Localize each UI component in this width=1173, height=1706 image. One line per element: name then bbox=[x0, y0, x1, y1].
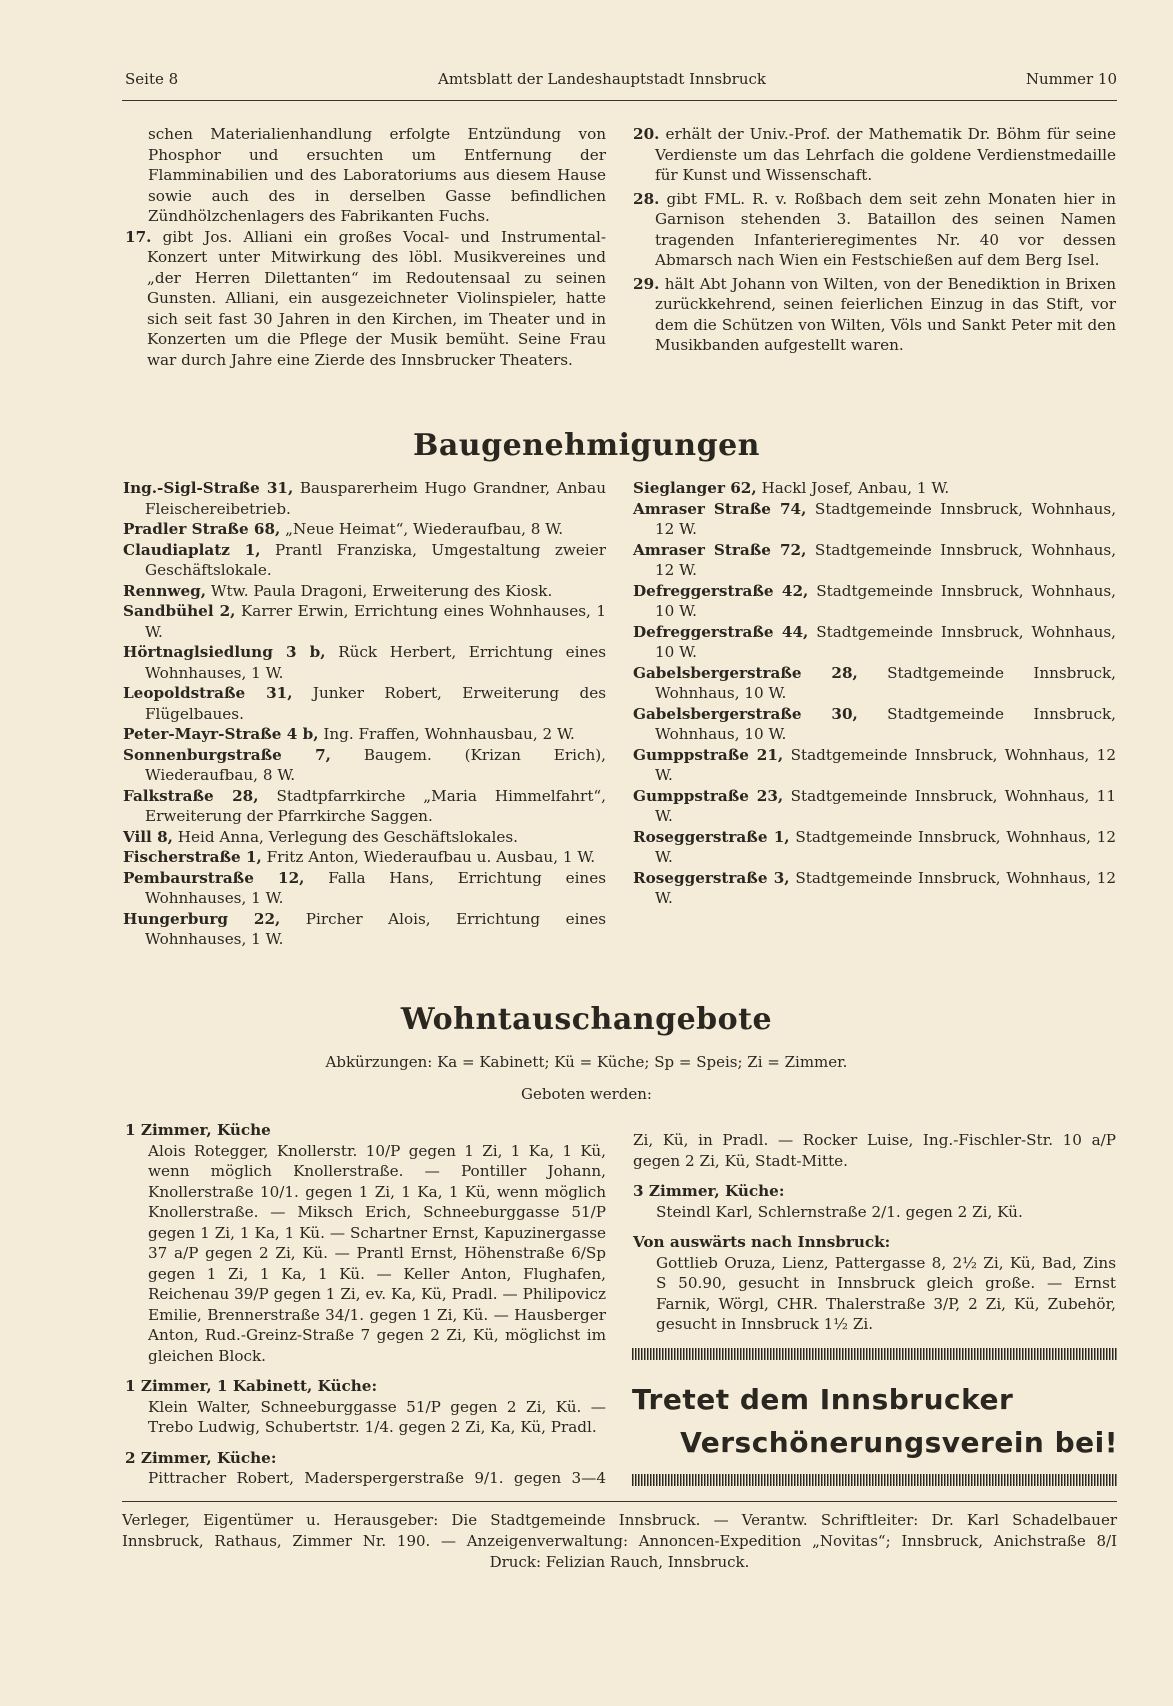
exchange-heading-1-room: 1 Zimmer, Küche bbox=[125, 1121, 271, 1139]
permit-address: Amraser Straße 74, bbox=[633, 499, 807, 518]
permit-entry bbox=[123, 847, 606, 868]
permit-address: Pradler Straße 68, bbox=[123, 520, 281, 538]
permit-entry bbox=[633, 868, 1116, 909]
permit-details: Stadtgemeinde Innsbruck, Wohnhaus, 12 W. bbox=[655, 540, 1117, 579]
page-number: Seite 8 bbox=[125, 70, 179, 88]
permit-entry bbox=[123, 601, 606, 642]
permit-details: Stadtgemeinde Innsbruck, Wohnhaus, 11 W. bbox=[655, 786, 1117, 825]
ad-top-border bbox=[632, 1348, 1118, 1360]
entry-date: 20. bbox=[633, 125, 660, 143]
permit-details: Wtw. Paula Dragoni, Erweiterung des Kiosk. bbox=[210, 581, 553, 600]
exchange-heading-1-room-cabinet: 1 Zimmer, 1 Kabinett, Küche: bbox=[125, 1377, 378, 1395]
permit-details: Rück Herbert, Errichtung eines Wohnhauses, 1 W. bbox=[145, 643, 606, 682]
exchange-heading-2-rooms: 2 Zimmer, Küche: bbox=[125, 1448, 277, 1467]
abbreviations-line: Abkürzungen: Ka = Kabinett; Kü = Küche; Sp = Speis; Zi = Zimmer. bbox=[325, 1053, 848, 1071]
advertisement-box bbox=[632, 1348, 1118, 1490]
permit-entry bbox=[633, 622, 1116, 663]
baugenehmigungen-title: Baugenehmigungen bbox=[413, 428, 760, 463]
offered-line: Geboten werden: bbox=[521, 1085, 652, 1103]
permit-address: Hörtnaglsiedlung 3 b, bbox=[123, 643, 326, 661]
exchange-offers-2-rooms-continued: Zi, Kü, in Pradl. — Rocker Luise, Ing.-Fischler-Str. 10 a/P gegen 2 Zi, Kü, Stadt-Mitte. bbox=[633, 1131, 1116, 1170]
permits-right-column bbox=[633, 478, 1116, 909]
exchange-offers-2-rooms: Pittracher Robert, Maderspergerstraße 9/1. gegen 3—4 bbox=[148, 1469, 606, 1487]
permit-address: Defreggerstraße 42, bbox=[633, 581, 809, 600]
permit-address: Ing.-Sigl-Straße 31, bbox=[123, 479, 294, 497]
permits-left-column bbox=[123, 478, 606, 950]
permit-details: Stadtgemeinde Innsbruck, Wohnhaus, 12 W. bbox=[655, 745, 1117, 784]
permit-address: Falkstraße 28, bbox=[123, 786, 259, 805]
permit-address: Roseggerstraße 3, bbox=[633, 868, 790, 887]
permit-entry bbox=[123, 724, 606, 745]
permit-address: Gabelsbergerstraße 30, bbox=[633, 704, 858, 723]
permit-details: Heid Anna, Verlegung des Geschäftslokales. bbox=[177, 827, 519, 846]
permit-entry bbox=[123, 519, 606, 540]
entry-text: hält Abt Johann von Wilten, von der Benediktion in Brixen zurückkehrend, seinen feierlichen Einzug in das Stift, vor dem die Schützen von Wilten, Völs und Sankt Peter mit den Musikbanden aufgestellt waren. bbox=[655, 274, 1116, 354]
exchange-offers-3-rooms: Steindl Karl, Schlernstraße 2/1. gegen 2 Zi, Kü. bbox=[656, 1202, 1023, 1221]
header-rule bbox=[122, 100, 1117, 101]
permit-address: Rennweg, bbox=[123, 581, 207, 600]
permit-details: Stadtgemeinde Innsbruck, Wohnhaus, 12 W. bbox=[655, 499, 1117, 538]
entry-date: 17. bbox=[125, 227, 152, 246]
permit-details: Stadtgemeinde Innsbruck, Wohnhaus, 10 W. bbox=[655, 622, 1116, 661]
permit-details: Stadtgemeinde Innsbruck, Wohnhaus, 10 W. bbox=[655, 581, 1116, 620]
exchange-left-column bbox=[125, 1120, 606, 1489]
issue-number: Nummer 10 bbox=[1025, 70, 1117, 88]
exchange-right-column bbox=[633, 1130, 1116, 1335]
permit-details: Junker Robert, Erweiterung des Flügelbaues. bbox=[145, 684, 606, 723]
permit-address: Claudiaplatz 1, bbox=[123, 540, 261, 559]
permit-details: Baugem. (Krizan Erich), Wiederaufbau, 8 W. bbox=[145, 745, 606, 784]
permit-address: Peter-Mayr-Straße 4 b, bbox=[123, 725, 319, 743]
exchange-offers-1-room: Alois Rotegger, Knollerstr. 10/P gegen 1 Zi, 1 Ka, 1 Kü, wenn möglich Knollerstraße. — Pontiller Johann, Knollerstraße 10/1. gegen 1 Zi, 1 Ka, 1 Kü, wenn möglich Knollerstraße. — Miksch Erich, Schneeburggasse 51/P gegen 1 Zi, 1 Ka, 1 Kü. — Schartner Ernst, Kapuzinergasse 37 a/P gegen 2 Zi, Kü. — Prantl Ernst, Höhenstraße 6/Sp gegen 1 Zi, 1 Ka, 1 Kü. — Keller Anton, Flughafen, Reichenau 39/P gegen 1 Zi, ev. Ka, Kü, Pradl. — Philipovicz Emilie, Brennerstraße 34/1. gegen 1 Zi, Kü. — Hausberger Anton, Rud.-Greinz-Straße 7 gegen 2 Zi, Kü, möglichst im gleichen Block. bbox=[148, 1141, 606, 1365]
entry-text: gibt FML. R. v. Roßbach dem seit zehn Monaten hier in Garnison stehenden 3. Bataillon des seinen Namen tragenden Infanterieregimentes Nr. 40 vor dessen Abmarsch nach Wien ein Festschießen auf dem Berg Isel. bbox=[655, 189, 1116, 269]
permit-entry bbox=[123, 745, 606, 786]
exchange-offers-from-outside: Gottlieb Oruza, Lienz, Pattergasse 8, 2½ Zi, Kü, Bad, Zins S 50.90, gesucht in Innsbruck gleich große. — Ernst Farnik, Wörgl, CHR. Thalerstraße 3/P, 2 Zi, Kü, Zubehör, gesucht in Innsbruck 1½ Zi. bbox=[656, 1253, 1116, 1333]
chronicle-left-column bbox=[125, 124, 606, 370]
permit-details: Stadtpfarrkirche „Maria Himmelfahrt“, Erweiterung der Pfarrkirche Saggen. bbox=[145, 786, 607, 825]
permit-entry bbox=[123, 478, 606, 519]
chronicle-entry-17 bbox=[125, 227, 606, 371]
entry-date: 28. bbox=[633, 189, 660, 208]
permit-details: Prantl Franziska, Umgestaltung zweier Geschäftslokale. bbox=[145, 540, 607, 579]
entry-text: erhält der Univ.-Prof. der Mathematik Dr. Böhm für seine Verdienste um das Lehrfach die goldene Verdienstmedaille für Kunst und Wissenschaft. bbox=[655, 125, 1117, 184]
permit-entry bbox=[633, 704, 1116, 745]
permit-entry bbox=[633, 663, 1116, 704]
permit-address: Roseggerstraße 1, bbox=[633, 827, 790, 846]
permit-address: Fischerstraße 1, bbox=[123, 848, 262, 866]
permit-address: Gumppstraße 23, bbox=[633, 786, 784, 805]
exchange-heading-from-outside: Von auswärts nach Innsbruck: bbox=[633, 1233, 891, 1251]
permit-details: Falla Hans, Errichtung eines Wohnhauses, 1 W. bbox=[145, 868, 606, 907]
permit-entry bbox=[633, 581, 1116, 622]
permit-details: Stadtgemeinde Innsbruck, Wohnhaus, 12 W. bbox=[655, 868, 1117, 907]
footer-rule bbox=[122, 1501, 1117, 1502]
chronicle-right-column bbox=[633, 124, 1116, 356]
permit-details: Fritz Anton, Wiederaufbau u. Ausbau, 1 W. bbox=[266, 848, 596, 866]
permit-address: Vill 8, bbox=[123, 827, 173, 846]
permit-details: Karrer Erwin, Errichtung eines Wohnhauses, 1 W. bbox=[145, 602, 607, 641]
permit-address: Defreggerstraße 44, bbox=[633, 622, 809, 641]
entry-text: gibt Jos. Alliani ein großes Vocal- und Instrumental-Konzert unter Mitwirkung des löbl. Musikvereines und „der Herren Dilettanten“ im Redoutensaal zu seinen Gunsten. Alliani, ein ausgezeichneter Violinspieler, hatte sich seit fast 30 Jahren in den Kirchen, im Theater und in Konzerten um die Pflege der Musik bemüht. Seine Frau war durch Jahre eine Zierde des Innsbrucker Theaters. bbox=[147, 227, 606, 369]
permit-details: Hackl Josef, Anbau, 1 W. bbox=[761, 479, 950, 497]
permit-entry bbox=[633, 499, 1116, 540]
permit-details: Stadtgemeinde Innsbruck, Wohnhaus, 12 W. bbox=[655, 827, 1117, 866]
permit-address: Hungerburg 22, bbox=[123, 909, 281, 928]
permit-address: Pembaurstraße 12, bbox=[123, 868, 305, 887]
ad-bottom-border bbox=[632, 1474, 1118, 1486]
permit-entry bbox=[123, 786, 606, 827]
permit-entry bbox=[123, 642, 606, 683]
entry-date: 29. bbox=[633, 274, 660, 293]
imprint-line-3: Druck: Felizian Rauch, Innsbruck. bbox=[489, 1553, 750, 1571]
exchange-heading-3-rooms: 3 Zimmer, Küche: bbox=[633, 1182, 785, 1200]
permit-address: Gumppstraße 21, bbox=[633, 745, 784, 764]
permit-entry bbox=[123, 868, 606, 909]
permit-details: „Neue Heimat“, Wiederaufbau, 8 W. bbox=[285, 520, 564, 538]
exchange-offers-1-room-cabinet: Klein Walter, Schneeburggasse 51/P gegen 2 Zi, Kü. — Trebo Ludwig, Schubertstr. 1/4. gegen 2 Zi, Ka, Kü, Pradl. bbox=[148, 1397, 606, 1436]
permit-address: Amraser Straße 72, bbox=[633, 540, 807, 559]
permit-details: Ing. Fraffen, Wohnhausbau, 2 W. bbox=[323, 725, 575, 743]
permit-entry bbox=[633, 478, 1116, 499]
permit-details: Bausparerheim Hugo Grandner, Anbau Fleischereibetrieb. bbox=[145, 479, 606, 518]
permit-entry bbox=[123, 581, 606, 602]
permit-entry bbox=[123, 683, 606, 724]
publication-title: Amtsblatt der Landeshauptstadt Innsbruck bbox=[438, 70, 766, 88]
permit-details: Stadtgemeinde Innsbruck, Wohnhaus, 10 W. bbox=[655, 704, 1116, 743]
imprint-line-2: Innsbruck, Rathaus, Zimmer Nr. 190. — Anzeigenverwaltung: Annoncen-Expedition „Novitas“; Innsbruck, Anichstraße 8/I bbox=[122, 1532, 1117, 1550]
permit-entry bbox=[123, 827, 606, 848]
permit-address: Sandbühel 2, bbox=[123, 602, 236, 620]
wohntausch-title: Wohntauschangebote bbox=[400, 1002, 773, 1037]
page-header bbox=[125, 70, 1117, 92]
permit-entry bbox=[123, 540, 606, 581]
permit-address: Sonnenburgstraße 7, bbox=[123, 745, 331, 764]
chronicle-entry-29 bbox=[633, 274, 1116, 356]
permit-details: Stadtgemeinde Innsbruck, Wohnhaus, 10 W. bbox=[655, 663, 1116, 702]
chronicle-continuation: schen Materialienhandlung erfolgte Entzündung von Phosphor und ersuchten um Entfernung der Flamminabilien und des Laboratoriums aus diesem Hause sowie auch des in derselben Gasse befindlichen Zündhölzchenlagers des Fabrikanten Fuchs. bbox=[148, 125, 606, 225]
permit-details: Pircher Alois, Errichtung eines Wohnhauses, 1 W. bbox=[145, 909, 607, 948]
permit-entry bbox=[633, 540, 1116, 581]
imprint bbox=[122, 1510, 1117, 1573]
permit-address: Sieglanger 62, bbox=[633, 479, 757, 497]
permit-entry bbox=[633, 745, 1116, 786]
permit-entry bbox=[633, 786, 1116, 827]
permit-address: Gabelsbergerstraße 28, bbox=[633, 663, 858, 682]
imprint-line-1: Verleger, Eigentümer u. Herausgeber: Die Stadtgemeinde Innsbruck. — Verantw. Schriftleiter: Dr. Karl Schadelbauer bbox=[122, 1511, 1117, 1529]
ad-line-2: Verschönerungsverein bei! bbox=[680, 1426, 1118, 1459]
ad-line-1: Tretet dem Innsbrucker bbox=[632, 1383, 1014, 1416]
permit-entry bbox=[633, 827, 1116, 868]
chronicle-entry-20 bbox=[633, 124, 1116, 186]
chronicle-entry-28 bbox=[633, 189, 1116, 271]
permit-entry bbox=[123, 909, 606, 950]
permit-address: Leopoldstraße 31, bbox=[123, 684, 293, 702]
